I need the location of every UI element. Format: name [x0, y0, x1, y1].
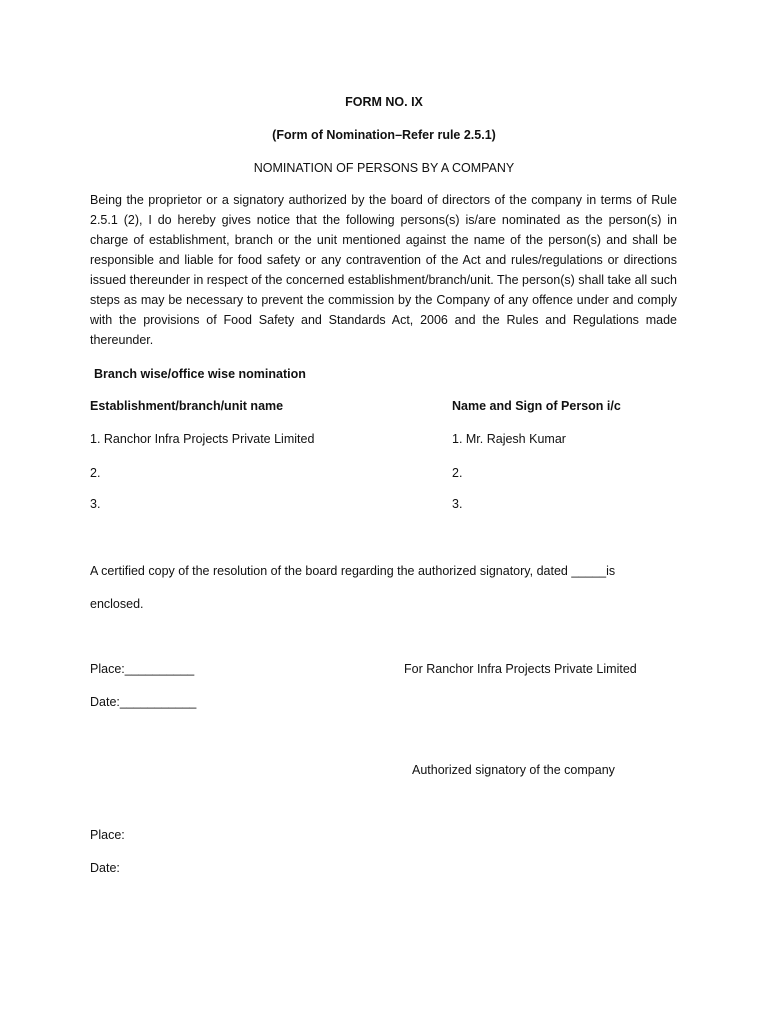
- column-header-person: Name and Sign of Person i/c: [452, 399, 621, 413]
- date-label-2: Date:: [90, 861, 120, 875]
- person-row-3: 3.: [452, 497, 463, 511]
- resolution-line-2: enclosed.: [90, 597, 144, 611]
- place-label-2: Place:: [90, 828, 125, 842]
- column-header-establishment: Establishment/branch/unit name: [90, 399, 284, 413]
- establishment-row-2: 2.: [90, 466, 101, 480]
- form-heading: NOMINATION OF PERSONS BY A COMPANY: [253, 161, 515, 175]
- establishment-row-1: 1. Ranchor Infra Projects Private Limited: [90, 432, 315, 446]
- form-subtitle: (Form of Nomination–Refer rule 2.5.1): [272, 128, 496, 142]
- person-row-1: 1. Mr. Rajesh Kumar: [452, 432, 566, 446]
- form-title: FORM NO. IX: [345, 95, 423, 109]
- place-field: Place:__________: [90, 662, 195, 676]
- body-paragraph: Being the proprietor or a signatory authorized by the board of directors of the company in terms of Rule 2.5.1 (2), I do hereby gives notice that the following persons(s) is/are nominated as the person(s) in charge of establishment, branch or the unit mentioned against the name of the person(s) and shall be responsible and liable for food safety or any contravention of the Act and rules/regulations or directions issued thereunder in respect of the concerned establishment/branch/unit. The person(s) shall take all such steps as may be necessary to prevent the commission by the Company of any offence under and comply with the provisions of Food Safety and Standards Act, 2006 and the Rules and Regulations made thereunder.: [90, 193, 677, 347]
- establishment-row-3: 3.: [90, 497, 101, 511]
- person-row-2: 2.: [452, 466, 463, 480]
- section-title: Branch wise/office wise nomination: [94, 367, 306, 381]
- for-company-label: For Ranchor Infra Projects Private Limited: [404, 662, 637, 676]
- date-field: Date:___________: [90, 695, 197, 709]
- authorized-signatory-label: Authorized signatory of the company: [412, 763, 615, 777]
- resolution-line-1: A certified copy of the resolution of the board regarding the authorized signatory, dated _____is: [90, 564, 616, 578]
